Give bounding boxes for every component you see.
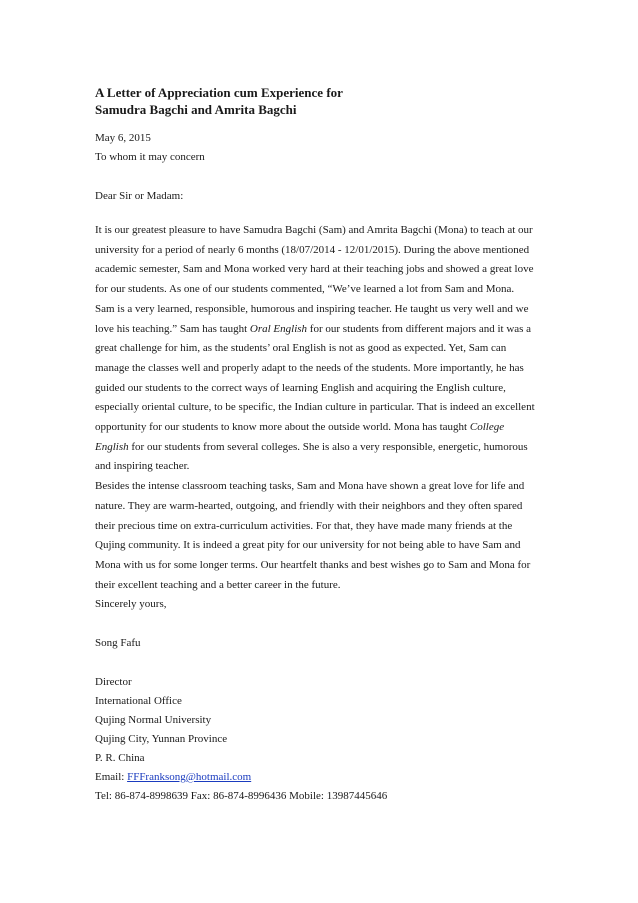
para1-text-b: for our students from different majors and it was a great challenge for him, as the students’ oral English is not as good as expected. Yet, Sam can manage the classes well and properly adapt to the needs of the students. More importantly, he has guided our students to the correct ways of learning English and acquiring the English culture, especially oriental culture, to be specific, the Indian culture in particular. That is indeed an excellent opportunity for our students to know more about the outside world. Mona has taught <box>95 322 535 434</box>
closing: Sincerely yours, <box>95 598 167 610</box>
paragraph-2: Besides the intense classroom teaching tasks, Sam and Mona have shown a great love for life and nature. They are warm-hearted, outgoing, and friendly with their neighbors and they often spared their precious time on extra-curriculum activities. For that, they have made many friends at the Qujing community. It is indeed a great pity for our university for not being able to have Sam and Mona with us for some longer terms. Our heartfelt thanks and best wishes go to Sam and Mona for their excellent teaching and a better career in the future. <box>95 480 531 591</box>
course-college-english: College English <box>95 421 505 453</box>
email-link[interactable]: FFFranksong@hotmail.com <box>127 771 252 783</box>
para1-text-a: It is our greatest pleasure to have Samudra Bagchi (Sam) and Amrita Bagchi (Mona) to teach at our university for a period of nearly 6 months (18/07/2014 - 12/01/2015). During the above mentioned academic semester, Sam and Mona worked very hard at their teaching jobs and showed a great love for our students. As one of our students commented, “We’ve learned a lot from Sam and Mona. Sam is a very learned, responsible, humorous and inspiring teacher. He taught us very well and we love his teaching.” Sam has taught <box>95 224 534 335</box>
signer-country: P. R. China <box>95 752 145 764</box>
phone-line: Tel: 86-874-8998639 Fax: 86-874-8996436 Mobile: 13987445646 <box>95 790 388 802</box>
title-line-2: Samudra Bagchi and Amrita Bagchi <box>95 102 297 117</box>
letter-date: May 6, 2015 <box>95 132 151 144</box>
signer-university: Qujing Normal University <box>95 714 212 726</box>
signer-position: Director <box>95 676 132 688</box>
email-line <box>95 770 251 784</box>
email-label: Email: <box>95 771 128 783</box>
title-line-1: A Letter of Appreciation cum Experience for <box>95 85 343 100</box>
paragraph-1 <box>95 221 535 477</box>
signer-city: Qujing City, Yunnan Province <box>95 733 228 745</box>
salutation: Dear Sir or Madam: <box>95 190 184 202</box>
to-whom-line: To whom it may concern <box>95 151 205 163</box>
signer-name: Song Fafu <box>95 637 141 649</box>
letter-body <box>95 221 535 595</box>
course-oral-english: Oral English <box>249 322 308 335</box>
letter-title <box>95 84 565 118</box>
signer-office: International Office <box>95 695 182 707</box>
para1-text-c: for our students from several colleges. She is also a very responsible, energetic, humorous and inspiring teacher. <box>95 440 528 473</box>
